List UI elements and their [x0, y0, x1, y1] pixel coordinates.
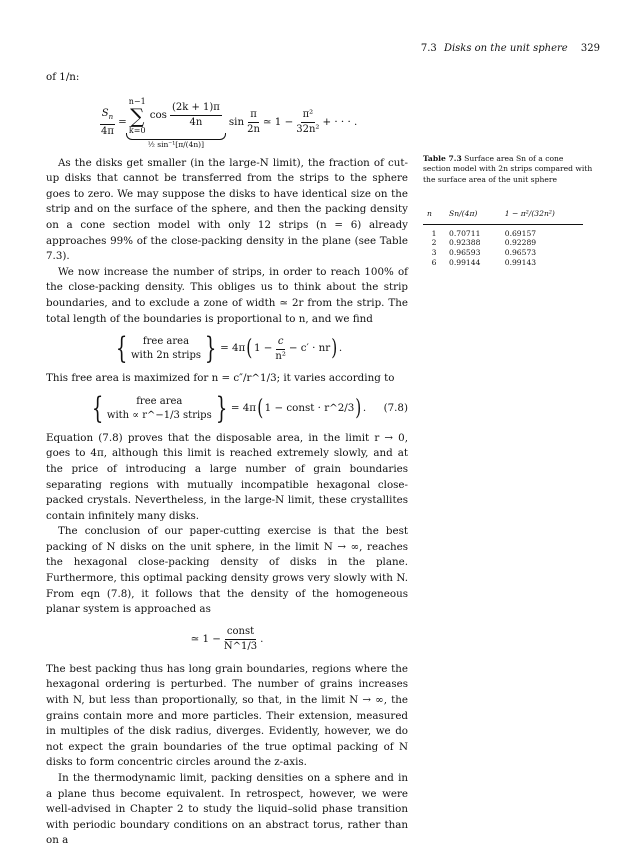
expansion-term: $\frac{\text{π²}}{\text{32n²}}$ — [296, 109, 320, 136]
text-line: of 1/n: — [46, 71, 80, 83]
sum-symbol: n−1 ∑ k=0 — [128, 96, 146, 135]
paragraph: As the disks get smaller (in the large-N limit), the fraction of cut-up disks that cannot be transferred from the strips to the sphere goes to zero. We may suppose the disks to have identical size on the strip and on the surface of the sphere, and then the packing density on a cone section model with only 12 strips (n = 6) already approaches 99% of the close-packing density in the plane (see Table 7.3). — [46, 156, 408, 263]
paragraph: Equation (7.8) proves that the disposable area, in the limit r → 0, goes to 4π, although this limit is reached extremely slowly, and at the price of introducing a large number of grain boundaries separating regions with mutually incompatible hexagonal close-packed crystals. Nevertheless, in the large-N limit, these crystallites contain infinitely many disks. — [46, 431, 408, 522]
section-title: Disks on the unit sphere — [443, 43, 568, 54]
eq-underbraced: n−1 ∑ k=0 cos $\frac{(2k + 1)\pi}{4n}$ ½ sin⁻¹[π/(4n)] — [127, 97, 225, 149]
table-row: 6 0.99144 0.99143 — [431, 257, 537, 267]
paragraph: The best packing thus has long grain boundaries, regions where the hexagonal ordering is perturbed. The number of grains increases with N, but less than proportionally, so that, in the limit N → ∞, the grains contain more and more particles. Their extension, measured in multiples of the disk radius, diverges. Evidently, however, we do not expect the grain boundaries of the true optimal packing of N disks to form concentric circles around the z-axis. — [46, 662, 408, 769]
table-caption — [423, 154, 593, 185]
cos-argument: $\frac{(2k + 1)\pi}{4n}$ — [171, 102, 220, 129]
data-table — [423, 207, 583, 267]
table-7-3 — [423, 154, 593, 267]
equation-free-area: { free area with 2n strips } = 4π ( 1 − $\frac{c}{\text{n²}}$ − c′ · nr ) . — [115, 331, 343, 367]
column-header: n — [427, 209, 432, 219]
equation-7-8: { free area with ∝ r^−1/3 strips } = 4π ( 1 − const · r^2/3 ) . (7.8) — [91, 390, 408, 426]
page-number: 329 — [580, 43, 600, 54]
running-header — [421, 43, 600, 54]
sin-argument: $\frac{\pi}{2n}$ — [247, 109, 260, 136]
equation-density: ≃ 1 − $\frac{\text{const}}{N\^{}1/3}$ . — [190, 626, 264, 653]
paragraph: In the thermodynamic limit, packing densities on a sphere and in a plane thus become equivalent. In retrospect, however, we were well-advised in Chapter 2 to study the liquid–solid phase transition with periodic boundary conditions on an abstract torus, rather than on a — [46, 772, 408, 847]
main-text-column — [46, 70, 408, 849]
eq-equals: = — [118, 115, 127, 128]
table-row: 2 0.92388 0.92289 — [431, 238, 537, 248]
equation-sn: $\frac{S_n}{4\pi}$ = n−1 ∑ k=0 cos $\frac{(2k + 1)\pi}{4n}$ ½ sin⁻¹[π/(4n)] sin $\frac{\pi}{2n}$ ≃ 1 − $\frac{\text{π²}}{\text{32n²}}$ + · · · . — [100, 96, 358, 149]
column-header: Sn/(4π) — [449, 209, 478, 219]
paragraph: The conclusion of our paper-cutting exercise is that the best packing of N disks on the unit sphere, in the limit N → ∞, reaches the hexagonal close-packing density of disks in the plane. Furthermore, this optimal packing density grows very slowly with N. From eqn (7.8), it follows that the density of the homogeneous planar system is approached as — [46, 525, 408, 616]
text-line: This free area is maximized for n = c″/r^1/3; it varies according to — [46, 372, 395, 385]
equation-label: (7.8) — [383, 401, 408, 414]
underbrace-label: ½ sin⁻¹[π/(4n)] — [147, 139, 205, 149]
table-row: 1 0.70711 0.69157 — [431, 228, 537, 238]
table-caption-text: Surface area Sn of a cone section model with 2n strips compared with the surface area of the unit sphere — [423, 154, 593, 184]
column-header: 1 − π²/(32n²) — [504, 209, 555, 219]
table-row: 3 0.96593 0.96573 — [431, 248, 537, 257]
table-label: Table 7.3 — [423, 154, 462, 163]
paragraph: We now increase the number of strips, in order to reach 100% of the close-packing density. This obliges us to think about the strip boundaries, and to exclude a zone of width ≃ 2r from the strip. The total length of the boundaries is proportional to n, and we find — [46, 265, 408, 325]
eq-lhs: $\frac{S_n}{4\pi}$ — [100, 107, 114, 137]
section-number: 7.3 — [420, 43, 437, 54]
